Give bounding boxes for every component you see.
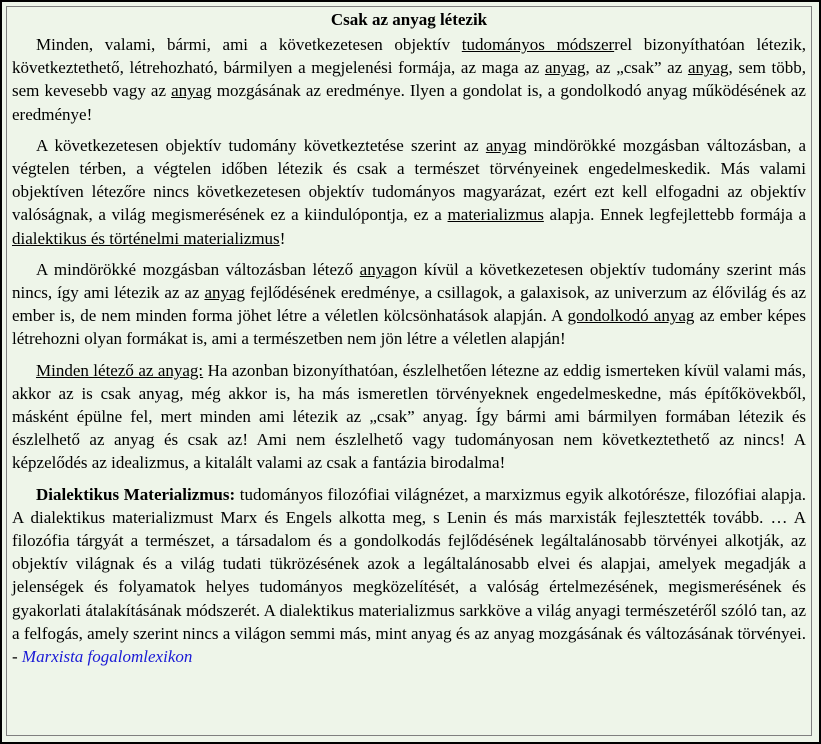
page-title: Csak az anyag létezik bbox=[330, 10, 488, 29]
link-materializmus[interactable]: materializmus bbox=[447, 205, 544, 225]
document-body bbox=[6, 6, 812, 736]
link-dialektikus-es-tortenelmi-materializmus[interactable]: dialektikus és történelmi materializmus bbox=[12, 228, 280, 248]
text: alapja. Ennek legfejlettebb formája a bbox=[543, 205, 806, 225]
link-tudomanyos-modszer[interactable]: tudományos módszer bbox=[461, 35, 615, 54]
link-anyag[interactable]: anyag bbox=[687, 58, 729, 78]
text: mindörökké mozgásban változásban, a végtelen térben, a végtelen időben létezik és csak a természet törvényeinek engedelmeskedik. Más valami objektíven létezőre nincs következetesen objektív tudományos magyarázat, ezért ezt kell elfogadni az objektív valóságnak, a világ megismerésének ez a kiindulópontja, ez a bbox=[12, 135, 807, 225]
text: rel bizonyíthatóan létezik, következtethető, létrehozható, bármilyen a megjelenési formája, az maga az bbox=[12, 35, 807, 78]
paragraph-4 bbox=[12, 359, 806, 475]
text: tudományos filozófiai világnézet, a marxizmus egyik alkotórésze, filozófiai alapja. A dialektikus materializmust Marx és Engels alkotta meg, s Lenin és más marxisták fejlesztették tovább. … A filozófia tárgyát a természet, a társadalom és a gondolkodás fejlődésének legáltalánosabb törvényei alkotják, az objektív világnak és a világ tudati tükrözésének azok a legáltalánosabb elvei és alapjai, amelyek megadják a jelenségek és folyamatok helyes tudományos megközelítését, a valóság értelmezésének, megismerésének és gyakorlati átalakításának módszerét. A dialektikus materializmus sarkköve a világ anyagi természetéről szóló tan, az a felfogás, amely szerint nincs a világon semmi más, mint anyag és az anyag mozgásának és változásának törvényei. - bbox=[12, 484, 806, 667]
paragraph-2 bbox=[12, 134, 806, 250]
paragraph-3 bbox=[12, 258, 806, 351]
text: , sem több, sem kevesebb vagy az bbox=[12, 58, 806, 101]
text: A mindörökké mozgásban változásban létező bbox=[36, 259, 360, 279]
link-anyag[interactable]: anyag bbox=[485, 135, 527, 155]
link-anyag[interactable]: anyag bbox=[171, 81, 212, 101]
link-minden-letezo-az-anyag[interactable]: Minden létező az anyag: bbox=[36, 360, 204, 380]
term-heading: Dialektikus Materializmus: bbox=[36, 484, 236, 504]
text: fejlődésének eredménye, a csillagok, a galaxisok, az univerzum az élővilág és az ember is, de nem minden forma jöhet létre a véletlen kölcsönhatások alapján. A bbox=[12, 283, 806, 326]
link-anyag[interactable]: anyag bbox=[544, 58, 586, 78]
paragraph-5 bbox=[12, 483, 806, 669]
source-link[interactable]: Marxista fogalomlexikon bbox=[21, 647, 193, 667]
text: mozgásának az eredménye. Ilyen a gondolat is, a gondolkodó anyag működésének az eredménye! bbox=[12, 81, 806, 124]
text: , az „csak” az bbox=[585, 58, 688, 78]
text: az ember képes létrehozni olyan formákat is, ami a természetben nem jön létre a véletlen alapján! bbox=[12, 306, 806, 349]
link-gondolkodo-anyag[interactable]: gondolkodó anyag bbox=[567, 306, 695, 326]
text: Ha azonban bizonyíthatóan, észlelhetően létezne az eddig ismerteken kívül valami más, akkor az is csak anyag, még akkor is, ha más ismeretlen törvényeknek engedelmeskedne, más építőkövekből, másként épülne fel, mert minden ami létezik az „csak” anyag. Így bármi ami bármilyen formában létezik és észlelhető az anyag és csak az! Ami nem észlelhető vagy tudományosan nem következtethető az nincs! A képzelődés az idealizmus, a kitalált valami az csak a fantázia birodalma! bbox=[12, 360, 806, 473]
paragraph-1 bbox=[12, 33, 806, 126]
text: A következetesen objektív tudomány következtetése szerint az bbox=[36, 135, 486, 155]
text: on kívül a következetesen objektív tudomány szerint más nincs, így ami létezik az az bbox=[12, 259, 807, 303]
text: Minden, valami, bármi, ami a következetesen objektív bbox=[36, 35, 462, 54]
text: ! bbox=[279, 228, 286, 248]
link-anyag[interactable]: anyag bbox=[359, 259, 401, 279]
link-anyag[interactable]: anyag bbox=[204, 283, 246, 303]
